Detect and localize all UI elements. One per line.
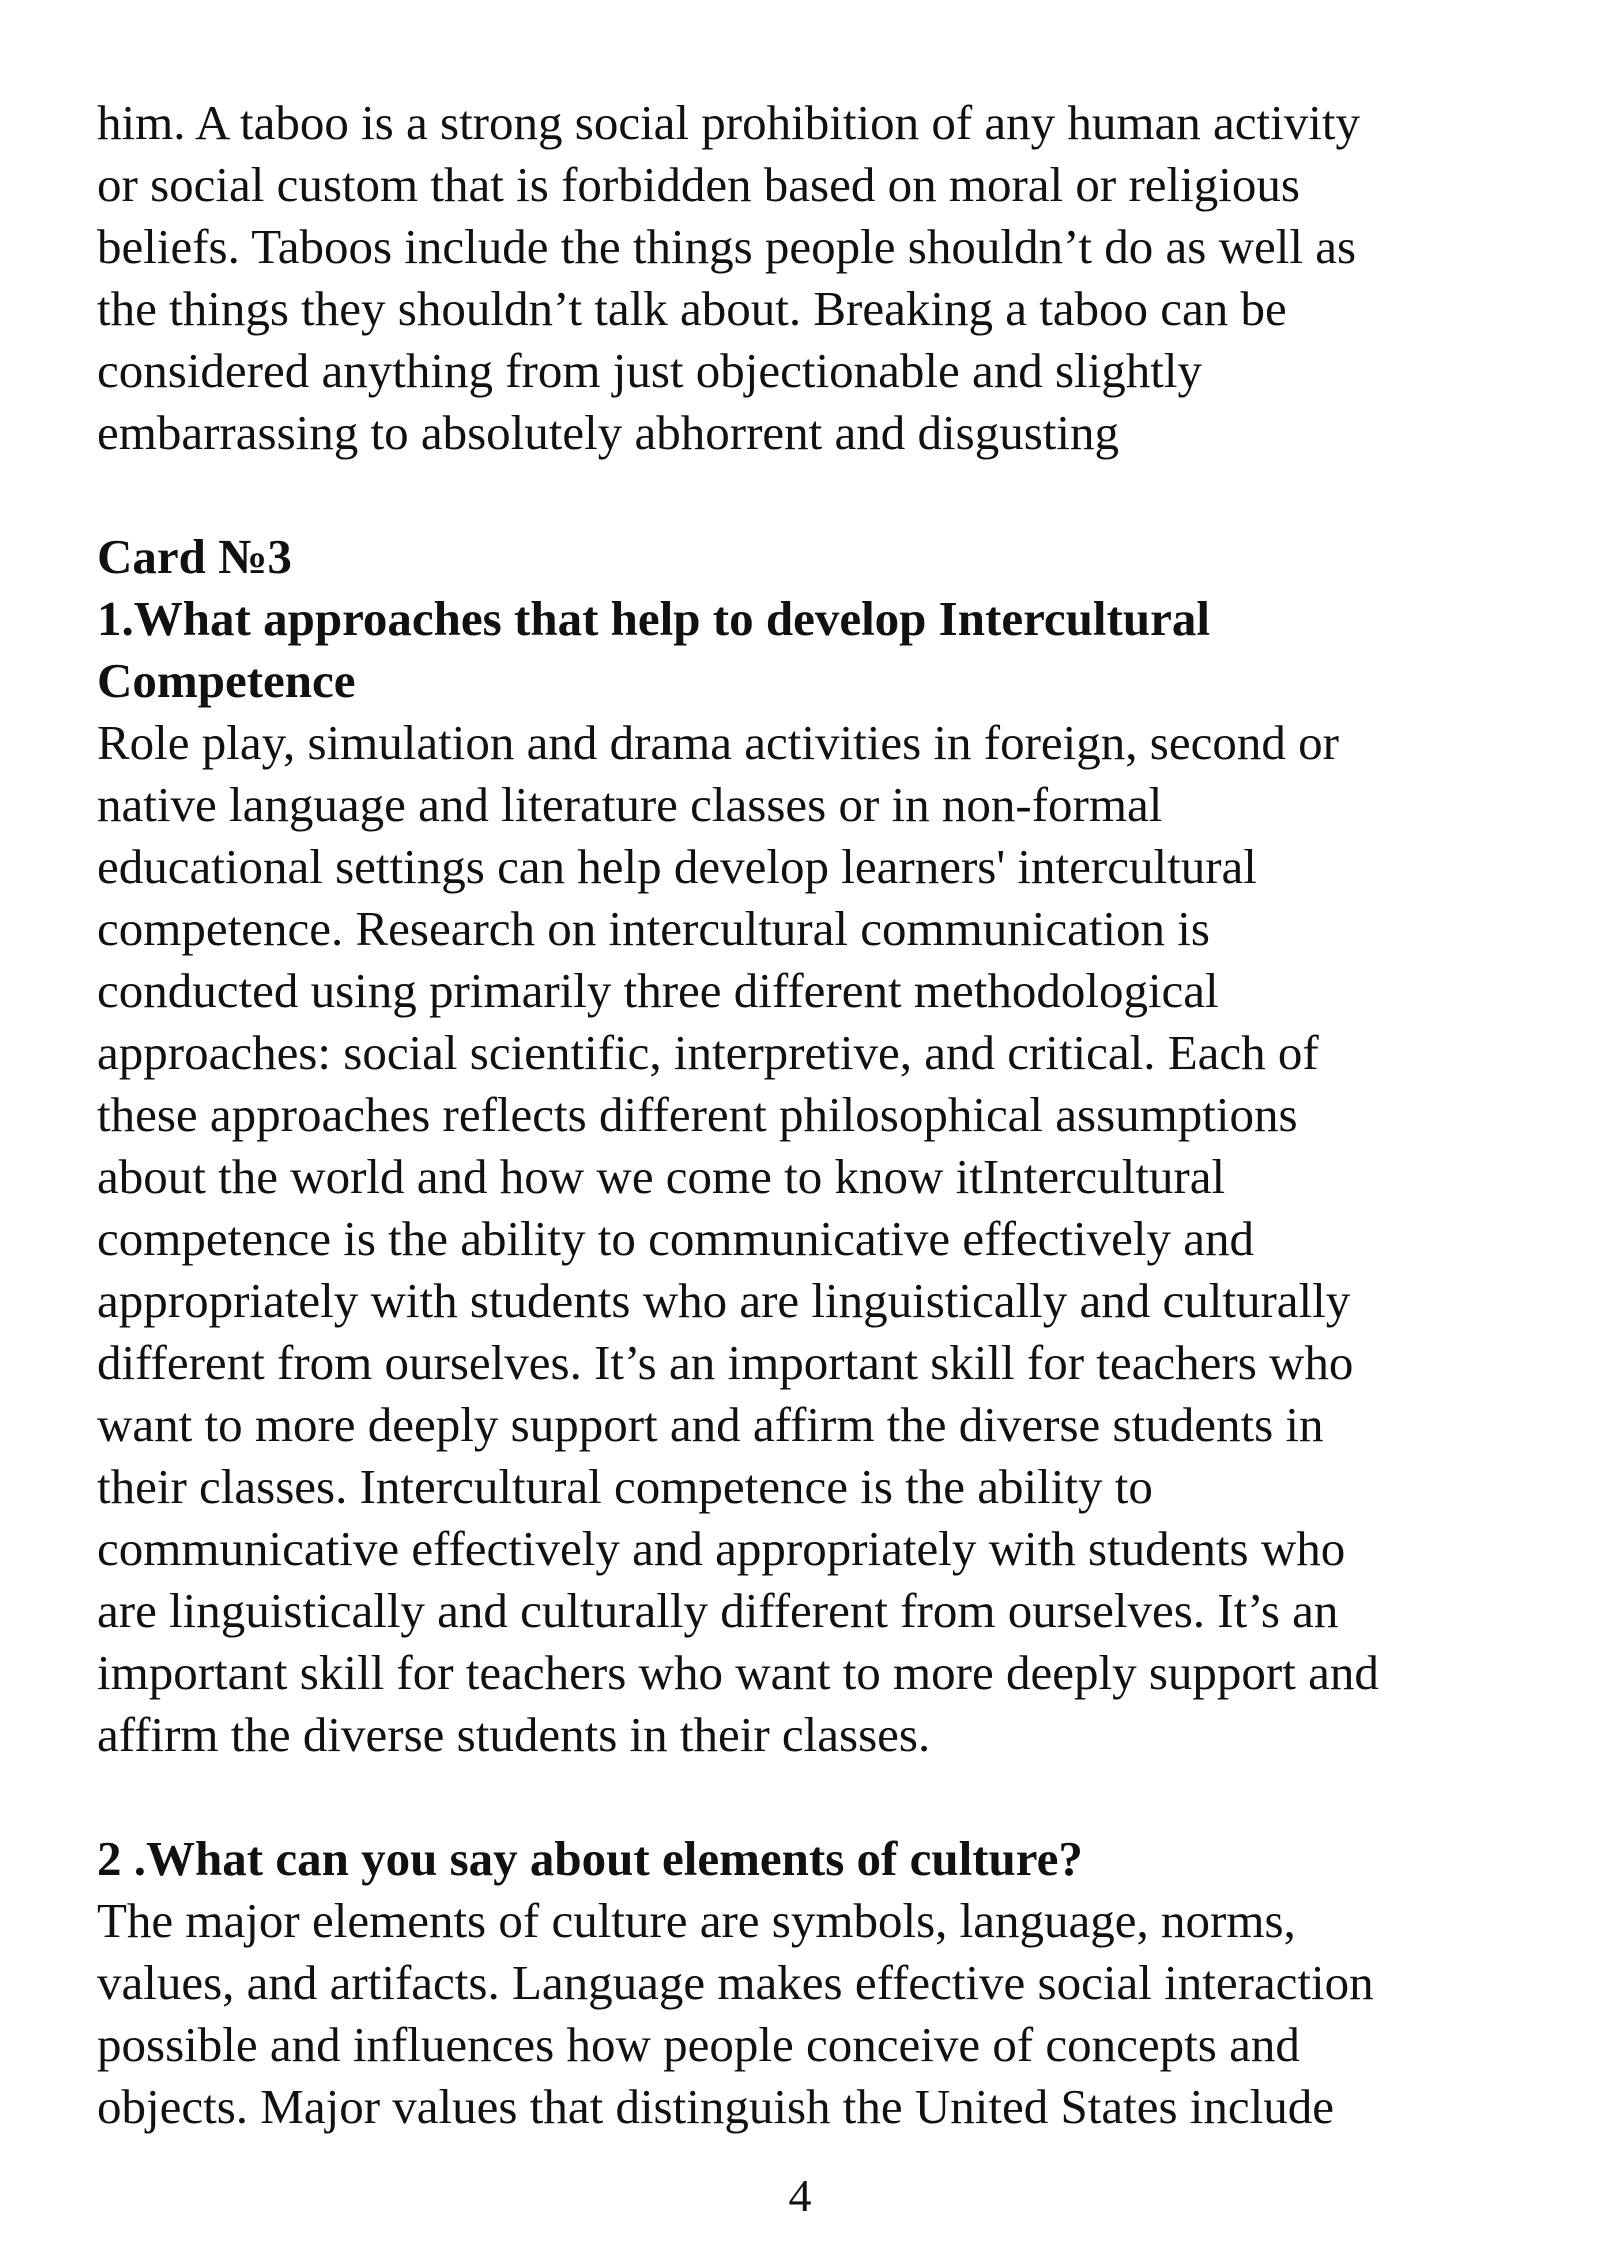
heading-line: 1.What approaches that help to develop Intercultural [97,591,1210,646]
question-1-heading [97,588,1537,712]
card-title [97,526,1537,588]
text-line: these approaches reflects different philosophical assumptions [97,1087,1298,1142]
text-line: competence. Research on intercultural communication is [97,901,1210,956]
heading-line: 2 .What can you say about elements of culture? [97,1831,1083,1886]
text-line: want to more deeply support and affirm the diverse students in [97,1397,1324,1452]
text-line: about the world and how we come to know itIntercultural [97,1149,1226,1204]
card-title-text: Card №3 [97,529,292,584]
text-line: the things they shouldn’t talk about. Breaking a taboo can be [97,281,1287,336]
text-line: different from ourselves. It’s an important skill for teachers who [97,1335,1354,1390]
text-line: are linguistically and culturally different from ourselves. It’s an [97,1583,1339,1638]
paragraph-gap [97,464,1537,526]
text-line: him. A taboo is a strong social prohibition of any human activity [97,95,1360,150]
text-line: considered anything from just objectionable and slightly [97,343,1202,398]
text-line: their classes. Intercultural competence is the ability to [97,1459,1153,1514]
paragraph-gap [97,1766,1537,1828]
text-line: approaches: social scientific, interpretive, and critical. Each of [97,1025,1319,1080]
heading-line: Competence [97,653,356,708]
text-line: important skill for teachers who want to more deeply support and [97,1645,1379,1700]
text-line: beliefs. Taboos include the things people shouldn’t do as well as [97,219,1357,274]
text-line: Role play, simulation and drama activities in foreign, second or [97,715,1339,770]
text-line: educational settings can help develop learners' intercultural [97,839,1257,894]
text-line: competence is the ability to communicative effectively and [97,1211,1254,1266]
intro-paragraph [97,92,1537,464]
text-line: The major elements of culture are symbols, language, norms, [97,1893,1296,1948]
document-page [97,92,1537,2138]
text-line: values, and artifacts. Language makes effective social interaction [97,1955,1374,2010]
text-line: communicative effectively and appropriately with students who [97,1521,1346,1576]
text-line: or social custom that is forbidden based on moral or religious [97,157,1300,212]
text-line: native language and literature classes or in non-formal [97,777,1163,832]
text-line: appropriately with students who are linguistically and culturally [97,1273,1351,1328]
question-2-answer [97,1890,1537,2138]
question-1-answer [97,712,1537,1766]
text-line: affirm the diverse students in their classes. [97,1707,931,1762]
text-line: embarrassing to absolutely abhorrent and disgusting [97,405,1119,460]
text-line: conducted using primarily three different methodological [97,963,1219,1018]
text-line: possible and influences how people conceive of concepts and [97,2017,1300,2072]
question-2-heading [97,1828,1537,1890]
text-line: objects. Major values that distinguish the United States include [97,2079,1335,2134]
page-number: 4 [788,2170,812,2221]
